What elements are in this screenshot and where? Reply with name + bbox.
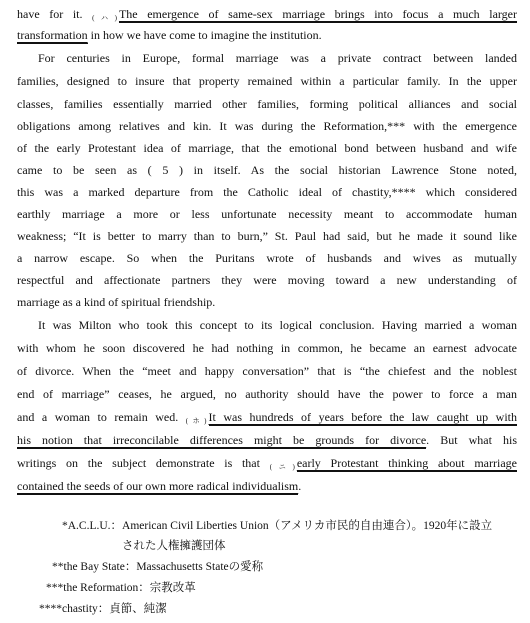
underlined-passage-ho: It was hundreds of years before the law caught up with bbox=[208, 410, 518, 424]
passage-line: writings on the subject demonstrate is that (ニ) early Protestant thinking about marriage bbox=[17, 456, 517, 471]
passage-line: It was Milton who took this concept to its logical conclusion. Having married a woman bbox=[38, 318, 517, 332]
passage-line: earthly marriage a more or less unfortunate necessity meant to accommodate human bbox=[17, 207, 517, 221]
passage-line: with whom he soon discovered he had nothing in common, he became an earnest advocate bbox=[17, 341, 517, 355]
passage-line: this was a marked departure from the Catholic ideal of chastity,**** which considered bbox=[17, 185, 517, 199]
marker-ni: (ニ) bbox=[269, 463, 295, 471]
passage-line: and a woman to remain wed. (ホ) It was hundreds of years before the law caught up with bbox=[17, 410, 518, 425]
footnote-bay-state: **the Bay State：Massachusetts Stateの愛称 bbox=[52, 561, 264, 573]
underlined-passage-ni: early Protestant thinking about marriage bbox=[296, 456, 517, 470]
blank-5-line: came to be seen as ( 5 ) in itself. As the social historian Lawrence Stone noted, bbox=[17, 163, 517, 177]
passage-line: end of marriage” ceases, he argued, no authority should have the power to force a man bbox=[17, 387, 517, 401]
passage-line: of the early Protestant idea of marriage, that the emotional bond between husband and wife bbox=[17, 141, 517, 155]
marker-ha: (ハ) bbox=[92, 14, 117, 22]
passage-line: transformation in how we have come to imagine the institution. bbox=[17, 28, 322, 42]
footnote-chastity: ****chastity：貞節、純潔 bbox=[39, 603, 167, 615]
passage-line: weakness; “It is better to marry than to burn,” St. Paul had said, but he made it sound like bbox=[17, 229, 517, 243]
footnote-aclu-cont: された人権擁護団体 bbox=[122, 540, 226, 552]
passage-line: families, designed to insure that property remained within a particular family. In the upper bbox=[17, 74, 517, 88]
underlined-passage-ho-cont: his notion that irreconcilable differences might be grounds for divorce bbox=[17, 433, 427, 447]
underlined-passage-ha: The emergence of same-sex marriage brings into focus a much larger bbox=[118, 7, 518, 21]
passage-line: For centuries in Europe, formal marriage was a private contract between landed bbox=[38, 51, 517, 65]
underlined-passage-ni-cont: contained the seeds of our own more radical individualism bbox=[17, 479, 299, 493]
footnote-aclu: *A.C.L.U.：American Civil Liberties Union（アメリカ市民的自由連合）。1920年に設立 bbox=[62, 520, 493, 532]
passage-line: a narrow escape. So when the Puritans wrote of husbands and wives as mutually bbox=[17, 251, 517, 265]
marker-ho: (ホ) bbox=[185, 417, 207, 425]
passage-line: his notion that irreconcilable differences might be grounds for divorce. But what his bbox=[17, 433, 517, 447]
footnote-reformation: ***the Reformation：宗教改革 bbox=[46, 582, 196, 594]
passage-line: obligations among relatives and kin. It was during the Reformation,*** with the emergence bbox=[17, 119, 517, 133]
passage-line: marriage as a kind of spiritual friendship. bbox=[17, 295, 216, 309]
underlined-passage-ha-cont: transformation bbox=[17, 28, 88, 42]
passage-line: contained the seeds of our own more radical individualism. bbox=[17, 479, 302, 493]
passage-line: of divorce. When the “meet and happy conversation” that is “the chiefest and the noblest bbox=[17, 364, 517, 378]
passage-line: have for it. (ハ) The emergence of same-sex marriage brings into focus a much larger bbox=[17, 7, 518, 22]
passage-line: respectful and affectionate partners they were moving toward a new understanding of bbox=[17, 273, 517, 287]
passage-line: classes, families essentially married other families, forming political alliances and social bbox=[17, 97, 517, 111]
